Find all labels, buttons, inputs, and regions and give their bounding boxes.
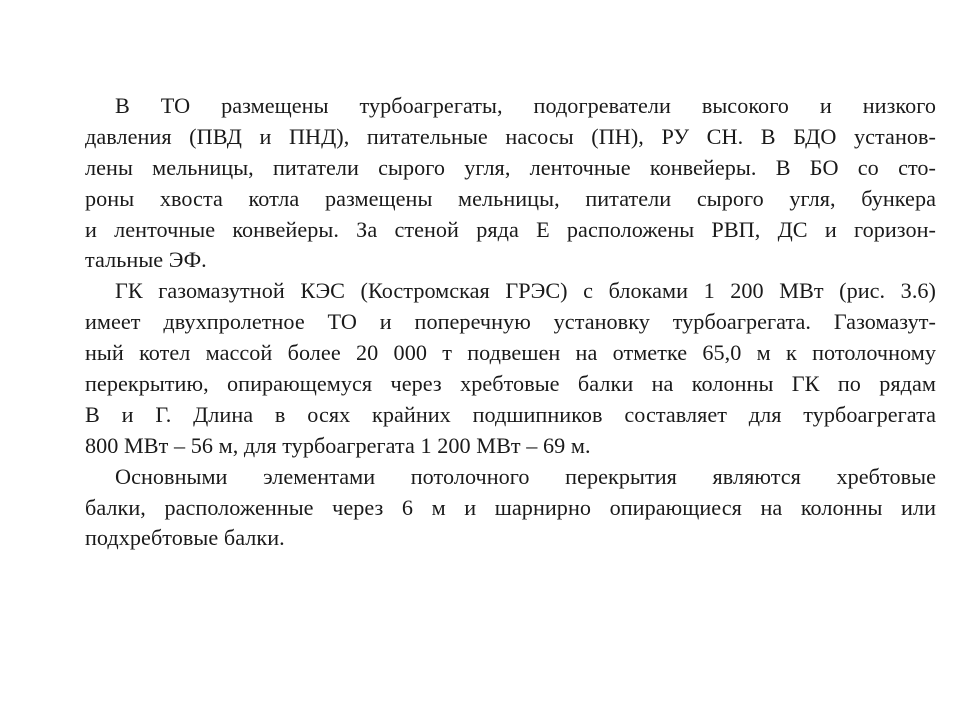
text-line: подхребтовые балки.: [85, 525, 285, 551]
text-line: ГК газомазутной КЭС (Костромская ГРЭС) с блоками 1 200 МВт (рис. 3.6): [115, 278, 936, 304]
text-line: имеет двухпролетное ТО и поперечную установку турбоагрегата. Газомазут-: [85, 309, 936, 335]
text-line: балки, расположенные через 6 м и шарнирно опирающиеся на колонны или: [85, 494, 936, 520]
text-line: тальные ЭФ.: [85, 247, 207, 273]
text-line: лены мельницы, питатели сырого угля, ленточные конвейеры. В БО со сто-: [85, 154, 936, 180]
text-line: и ленточные конвейеры. За стеной ряда Е расположены РВП, ДС и горизон-: [85, 216, 936, 242]
text-line: В и Г. Длина в осях крайних подшипников составляет для турбоагрегата: [85, 401, 936, 427]
text-line: перекрытию, опирающемуся через хребтовые балки на колонны ГК по рядам: [85, 371, 936, 397]
paragraph-1: [85, 91, 936, 276]
document-text: [85, 91, 936, 554]
paragraph-2: [85, 276, 936, 461]
paragraph-3: [85, 462, 936, 555]
text-line: ный котел массой более 20 000 т подвешен на отметке 65,0 м к потолочному: [85, 340, 936, 366]
text-line: В ТО размещены турбоагрегаты, подогреватели высокого и низкого: [115, 93, 936, 118]
text-line: Основными элементами потолочного перекрытия являются хребтовые: [115, 463, 936, 489]
text-line: 800 МВт – 56 м, для турбоагрегата 1 200 МВт – 69 м.: [85, 432, 591, 458]
text-line: давления (ПВД и ПНД), питательные насосы (ПН), РУ СН. В БДО установ-: [85, 123, 936, 149]
text-line: роны хвоста котла размещены мельницы, питатели сырого угля, бункера: [85, 185, 936, 211]
